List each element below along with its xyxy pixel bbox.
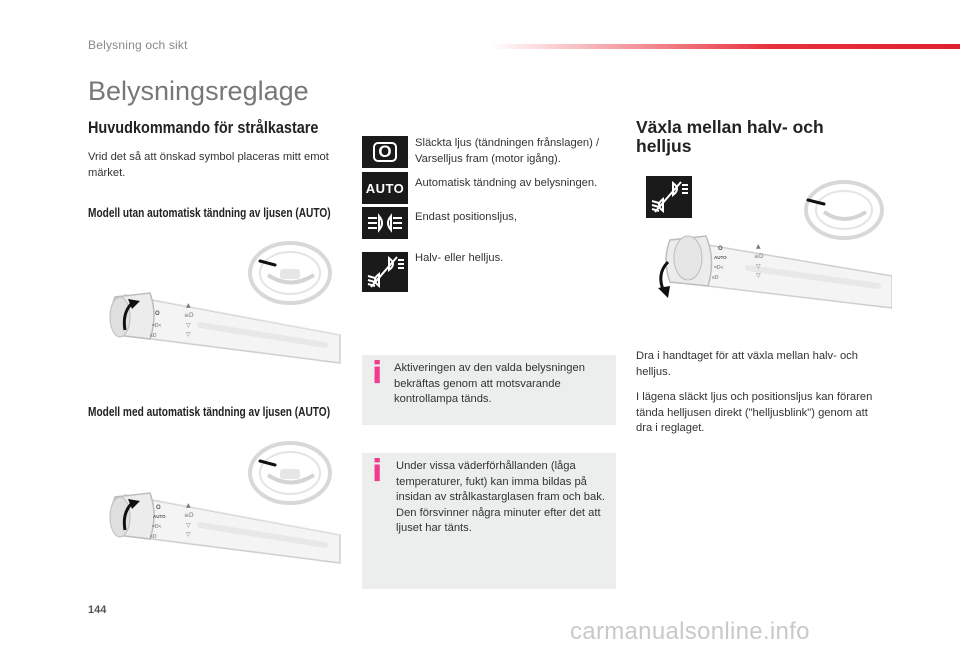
svg-text:=D<: =D<: [152, 524, 162, 530]
info-icon: i: [372, 454, 383, 489]
switch-beams-para2: I lägena släckt ljus och positionsljus kan föraren tända helljusen direkt ("helljusblink") genom att dra i reglaget.: [636, 391, 873, 434]
stalk-label-off: O: [156, 505, 161, 511]
svg-text:▽: ▽: [186, 531, 191, 538]
main-control-instruction: Vrid det så att önskad symbol placeras mitt emot märket.: [88, 151, 329, 179]
stalk-label-off: O: [718, 246, 723, 252]
svg-text:▽: ▽: [186, 522, 191, 529]
info-icon: i: [372, 356, 383, 391]
model-with-auto-heading: Modell med automatisk tändning av ljusen (AUTO): [88, 404, 331, 419]
page-title: Belysningsreglage: [88, 76, 309, 106]
position-lights-icon: [365, 211, 405, 235]
svg-text:≡D: ≡D: [150, 534, 157, 540]
auto-lights-symbol-label: AUTO: [365, 180, 405, 196]
svg-text:≡D: ≡D: [184, 512, 194, 519]
svg-text:▽: ▽: [186, 322, 191, 329]
stalk-illustration-without-auto: [100, 235, 345, 370]
auto-lights-description: Automatisk tändning av belysningen.: [415, 177, 598, 189]
switch-beams-para1: Dra i handtaget för att växla mellan halv- och helljus.: [636, 350, 859, 378]
svg-text:≡D: ≡D: [150, 333, 157, 339]
info-activation-text: Aktiveringen av den valda belysningen bekräftas genom att motsvarande kontrollampa tänds.: [394, 362, 585, 405]
low-high-beam-icon: [365, 255, 405, 289]
svg-text:≡D: ≡D: [184, 312, 194, 319]
info-condensation-text: Under vissa väderförhållanden (låga temperaturer, fukt) kan imma bildas på insidan av strålkastarglasen fram och bak. Den försvinner några minuter efter det att ljuset har tänts.: [396, 460, 605, 534]
lights-off-description: Släckta ljus (tändningen frånslagen) / Varselljus fram (motor igång).: [415, 137, 600, 165]
svg-text:≡D: ≡D: [754, 253, 764, 260]
header-accent-bar: [490, 44, 960, 49]
stalk-label-auto: AUTO: [153, 514, 166, 519]
beam-switch-illustration: [648, 178, 892, 312]
watermark: carmanualsonline.info: [570, 618, 810, 645]
svg-text:▲: ▲: [756, 243, 761, 250]
stalk-illustration-with-auto: [100, 435, 345, 570]
svg-text:▽: ▽: [186, 331, 191, 338]
low-high-beam-symbol-icon: [362, 252, 408, 292]
svg-text:▽: ▽: [756, 272, 761, 279]
svg-text:▽: ▽: [756, 263, 761, 270]
svg-text:▲: ▲: [186, 502, 191, 509]
position-lights-symbol-icon: [362, 207, 408, 239]
section-label: Belysning och sikt: [88, 38, 188, 52]
info-box-activation: [362, 355, 616, 425]
page-number: 144: [88, 604, 107, 616]
stalk-drawing-with-auto: [100, 435, 345, 570]
auto-lights-symbol-icon: [362, 172, 408, 204]
svg-text:≡D: ≡D: [712, 275, 719, 281]
main-control-heading: Huvudkommando för strålkastare: [88, 118, 319, 137]
stalk-drawing-without-auto: [100, 235, 345, 370]
beam-switch-drawing: [648, 178, 892, 312]
lights-off-symbol-icon: [362, 136, 408, 168]
lights-off-symbol-label: O: [373, 142, 396, 162]
svg-text:=D<: =D<: [714, 265, 724, 271]
position-lights-description: Endast positionsljus,: [415, 211, 517, 223]
model-without-auto-heading: Modell utan automatisk tändning av ljusen (AUTO): [88, 205, 331, 220]
stalk-label-auto: AUTO: [714, 255, 727, 260]
stalk-label-off: O: [155, 311, 160, 317]
low-high-beam-description: Halv- eller helljus.: [415, 252, 504, 264]
svg-text:=D<: =D<: [152, 323, 162, 329]
svg-text:▲: ▲: [186, 302, 191, 309]
switch-beams-heading: Växla mellan halv- och helljus: [636, 117, 824, 156]
info-box-condensation: [362, 453, 616, 589]
